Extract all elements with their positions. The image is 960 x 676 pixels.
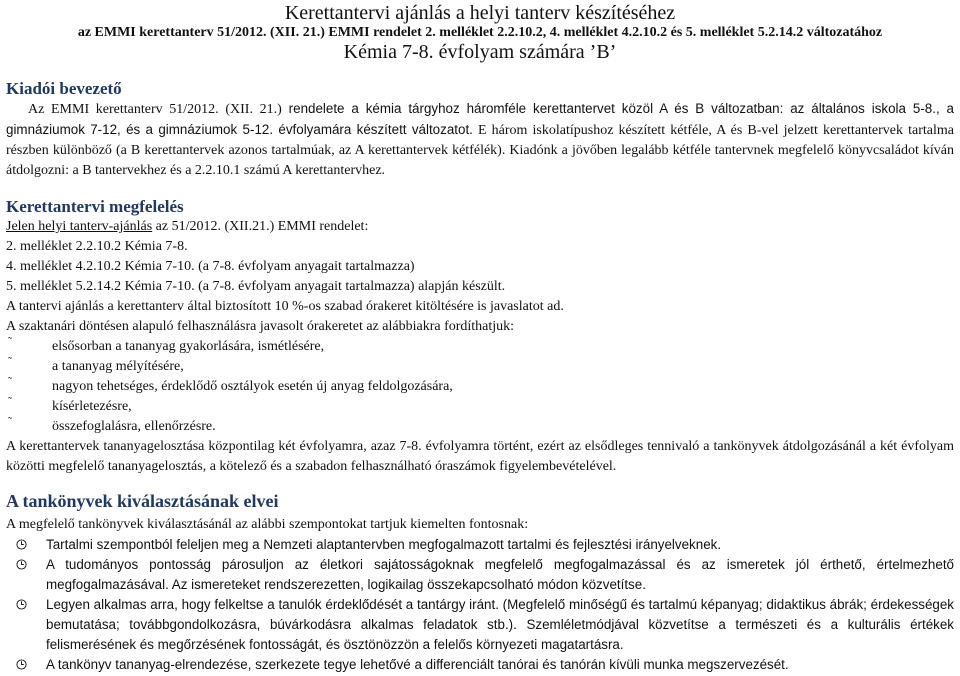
list-item — [6, 394, 954, 417]
list-item-text: nagyon tehetséges, érdeklődő osztályok esetén új anyag feldolgozására, — [52, 379, 453, 394]
list-item-text: A tankönyv tananyag-elrendezése, szerkezete tegye lehetővé a differenciált tanórai és tanórán kívüli munka megszervezését. — [46, 657, 789, 672]
criteria-list — [6, 535, 954, 675]
intro-text-part1: Az EMMI kerettanterv 51/2012. (XII. 21.) — [28, 102, 282, 117]
conformity-underlined: Jelen helyi tanterv-ajánlás — [6, 219, 153, 234]
tilde-bullet-icon: ˜ — [8, 394, 12, 408]
list-item — [6, 655, 954, 675]
list-item-text: Tartalmi szempontból feleljen meg a Nemzeti alaptantervben megfogalmazott tartalmi és fejlesztési irányelveknek. — [46, 537, 722, 552]
conformity-line-3: 4. melléklet 4.2.10.2 Kémia 7-10. (a 7-8. évfolyam anyagait tartalmazza) — [6, 259, 415, 274]
intro-text-part2: rendelete a kémia tárgyhoz háromféle kerettantervet közöl A és B változatban: az általános iskola 5-8., a gimnáziumok 7-12, és a gimnáziumok 5-12. évfolyamára készített változatot. — [6, 101, 954, 137]
list-item-text: A tudományos pontosság párosuljon az életkori sajátosságoknak megfelelő megfogalmazással és az ismeretek jól érthető, értelmezhető megfogalmazásával. Az ismereteket rendszerezetten, logikailag összekapcsolható módon közvetítse. — [46, 557, 954, 592]
list-item — [6, 595, 954, 655]
conformity-closing: A kerettantervek tananyagelosztása központilag két évfolyamra, azaz 7-8. évfolyamra történt, ezért az elsődleges tennivaló a tankönyvek átdolgozásánál a két évfolyam közötti megfelelő tananyagelosztás, a kötelező és a szabadon felhasználható óraszámok figyelembevételével. — [6, 439, 954, 474]
conformity-heading: Kerettantervi megfelelés — [6, 197, 184, 216]
intro-heading: Kiadói bevezető — [6, 79, 122, 98]
conformity-line-4: 5. melléklet 5.2.14.2 Kémia 7-10. (a 7-8. évfolyam anyagait tartalmazza) alapján készült. — [6, 279, 506, 294]
grade-title: Kémia 7-8. évfolyam számára ’B’ — [343, 41, 617, 63]
list-item — [6, 334, 954, 357]
document-title: Kerettantervi ajánlás a helyi tanterv készítéséhez — [284, 2, 676, 24]
intro-text-part3: E három iskolatípushoz készített kétféle, A és B-vel jelzett kerettantervek tartalma részben különböző (a B kerettantervek azonos tartalmúak, az A kerettantervek kétfélék). Kiadónk a jövőben legalább kétféle tantervnek megfelelő könyvcsaládot kíván átdolgozni: a B tantervekhez és a 2.2.10.1 számú A kerettantervhez. — [6, 123, 954, 178]
list-item-text: a tananyag mélyítésére, — [52, 359, 184, 374]
clock-icon — [16, 659, 27, 670]
intro-paragraph — [6, 99, 954, 181]
document-page — [0, 2, 960, 676]
clock-icon — [16, 599, 27, 610]
conformity-line-6: A szaktanári döntésen alapuló felhasználásra javasolt órakeretet az alábbiakra fordíthatjuk: — [6, 319, 515, 334]
document-subtitle: az EMMI kerettanterv 51/2012. (XII. 21.) EMMI rendelet 2. melléklet 2.2.10.2, 4. melléklet 4.2.10.2 és 5. melléklet 5.2.14.2 változatához — [77, 25, 883, 40]
list-item — [6, 374, 954, 397]
conformity-line-1-rest: az 51/2012. (XII.21.) EMMI rendelet: — [152, 219, 369, 234]
conformity-line-5: A tantervi ajánlás a kerettanterv által biztosított 10 %-os szabad órakeret kitöltésére is javaslatot ad. — [6, 299, 564, 314]
textbook-heading: A tankönyvek kiválasztásának elvei — [6, 491, 279, 511]
list-item-text: kísérletezésre, — [52, 399, 132, 414]
usage-list — [6, 334, 954, 437]
clock-icon — [16, 559, 27, 570]
list-item-text: Legyen alkalmas arra, hogy felkeltse a tanulók érdeklődését a tantárgy iránt. (Megfelelő minőségű és tartalmú képanyag; didaktikus ábrák; érdekességek bemutatása; továbbgondolkozásra, búvárkodásra alkalmas feladatok stb.). Szemléletmódjával közvetítse a természeti és a kulturális értékek felismerésének és megőrzésének fontosságát, és ösztönözzön a felelős környezeti magatartásra. — [46, 597, 954, 652]
textbook-intro: A megfelelő tankönyvek kiválasztásánál az alábbi szempontokat tartjuk kiemelten fontosnak: — [6, 517, 529, 532]
tilde-bullet-icon: ˜ — [8, 334, 12, 348]
list-item-text: összefoglalásra, ellenőrzésre. — [52, 419, 216, 434]
tilde-bullet-icon: ˜ — [8, 354, 12, 368]
list-item-text: elsősorban a tananyag gyakorlására, ismétlésére, — [52, 339, 325, 354]
conformity-line-2: 2. melléklet 2.2.10.2 Kémia 7-8. — [6, 239, 188, 254]
list-item — [6, 414, 954, 437]
list-item — [6, 555, 954, 595]
conformity-line-1 — [6, 217, 954, 237]
list-item — [6, 535, 954, 555]
list-item — [6, 354, 954, 377]
tilde-bullet-icon: ˜ — [8, 414, 12, 428]
clock-icon — [16, 539, 27, 550]
tilde-bullet-icon: ˜ — [8, 374, 12, 388]
